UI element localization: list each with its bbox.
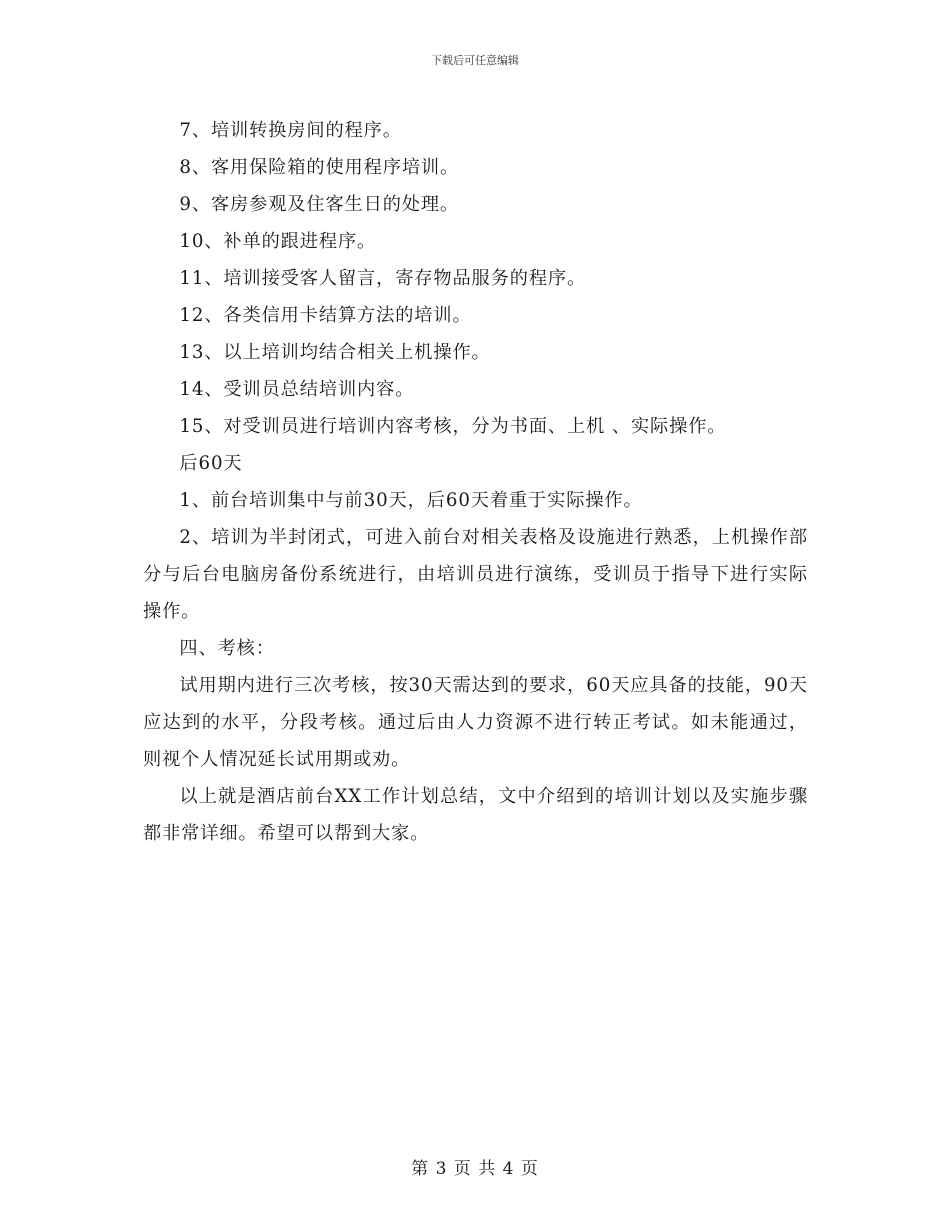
- document-body: [143, 112, 808, 852]
- section-heading-assessment: 四、考核：: [179, 638, 275, 659]
- paragraph-item-12: 12、各类信用卡结算方法的培训。: [179, 305, 472, 326]
- paragraph-item-9: 9、客房参观及住客生日的处理。: [179, 194, 460, 215]
- paragraph-item-13: 13、以上培训均结合相关上机操作。: [179, 342, 491, 363]
- section-heading-last-60-days: 后60天: [179, 453, 243, 474]
- paragraph-item-11: 11、培训接受客人留言，寄存物品服务的程序。: [179, 268, 587, 289]
- paragraph-assessment-detail: 试用期内进行三次考核，按30天需达到的要求，60天应具备的技能，90天应达到的水平，分段考核。通过后由人力资源不进行转正考试。如未能通过，则视个人情况延长试用期或劝。: [143, 675, 808, 770]
- paragraph-item-10: 10、补单的跟进程序。: [179, 231, 377, 252]
- paragraph-item-7: 7、培训转换房间的程序。: [179, 120, 402, 141]
- paragraph-item-2: 2、培训为半封闭式，可进入前台对相关表格及设施进行熟悉，上机操作部分与后台电脑房备份系统进行，由培训员进行演练，受训员于指导下进行实际操作。: [143, 527, 808, 622]
- page-number-footer: 第 3 页 共 4 页: [411, 1159, 539, 1179]
- paragraph-item-15: 15、对受训员进行培训内容考核，分为书面、上机 、实际操作。: [179, 416, 727, 437]
- page-header-note: 下载后可任意编辑: [431, 54, 519, 67]
- paragraph-item-1: 1、前台培训集中与前30天，后60天着重于实际操作。: [179, 490, 643, 511]
- paragraph-item-14: 14、受训员总结培训内容。: [179, 379, 415, 400]
- paragraph-conclusion: 以上就是酒店前台XX工作计划总结，文中介绍到的培训计划以及实施步骤都非常详细。希望可以帮到大家。: [143, 786, 808, 844]
- paragraph-item-8: 8、客用保险箱的使用程序培训。: [179, 157, 460, 178]
